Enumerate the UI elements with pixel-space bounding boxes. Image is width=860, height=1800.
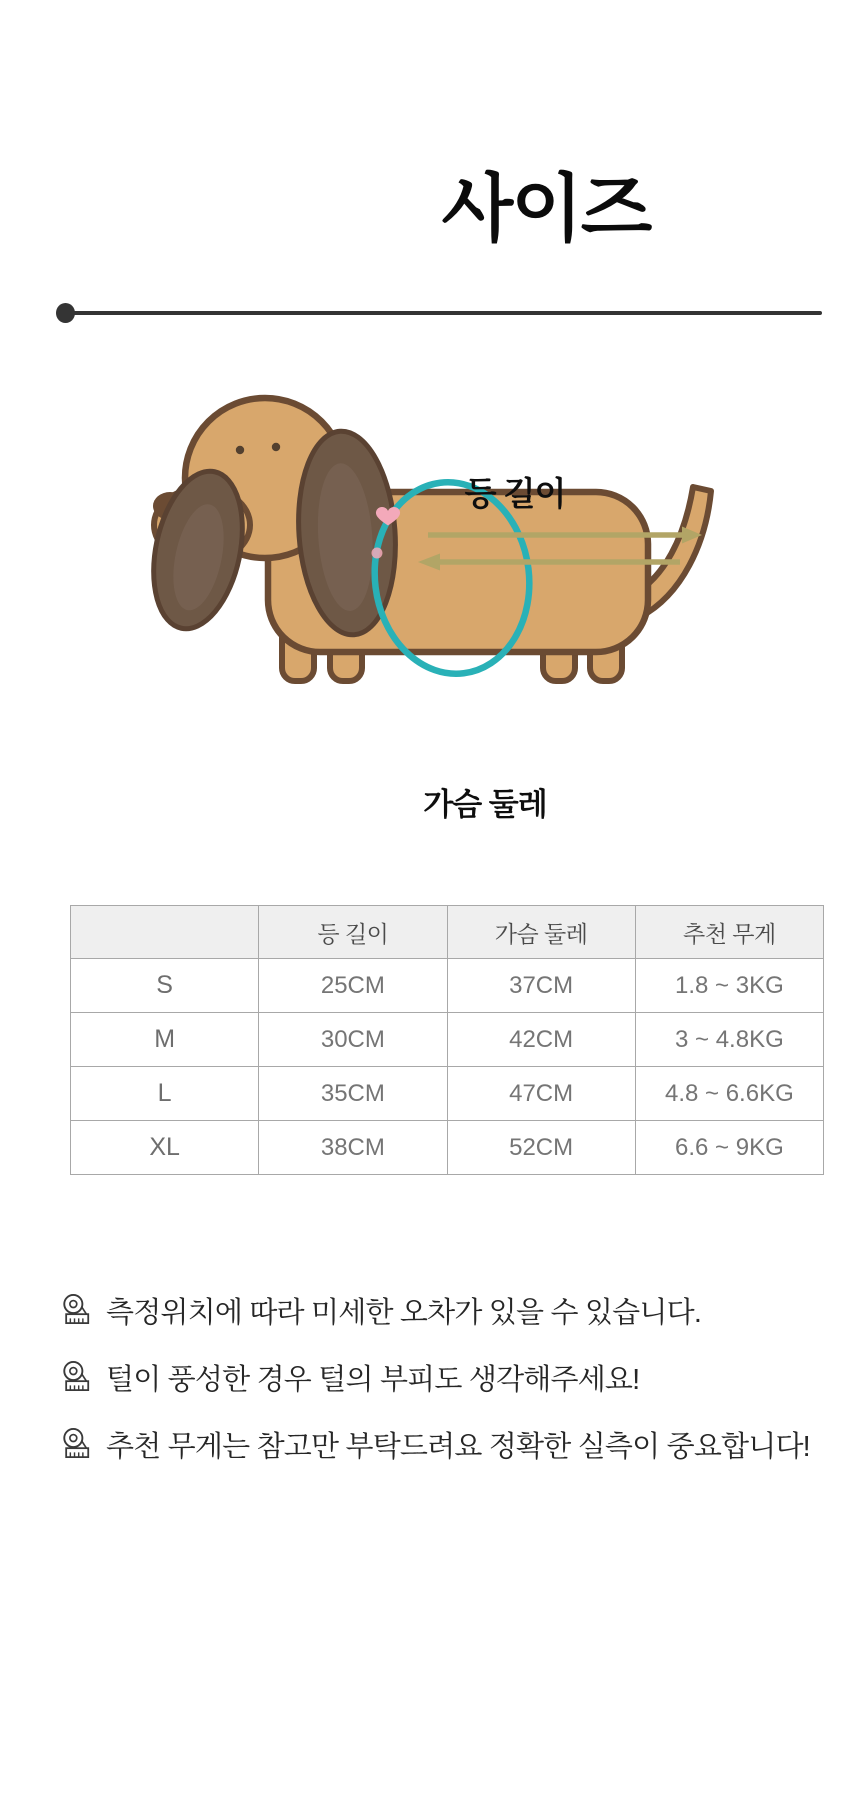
page-title: 사이즈 [441,167,651,250]
cell-back-length: 38CM [259,1121,447,1175]
header-back-length: 등 길이 [259,906,447,959]
chest-girth-label: 가슴 둘레 [423,787,547,822]
cell-weight: 6.6 ~ 9KG [635,1121,823,1175]
cell-chest: 52CM [447,1121,635,1175]
table-row-s [71,959,824,1013]
note-text: 추천 무게는 참고만 부탁드려요 정확한 실측이 중요합니다! [106,1430,810,1463]
cell-back-length: 30CM [259,1013,447,1067]
dog-eye-right [272,443,280,451]
header-chest-girth: 가슴 둘레 [447,906,635,959]
cell-weight: 4.8 ~ 6.6KG [635,1067,823,1121]
cell-size: XL [71,1121,259,1175]
cell-chest: 42CM [447,1013,635,1067]
notes-list [62,1290,810,1491]
dachshund-drawing [140,385,740,835]
heart-dot [372,548,383,559]
dog-illustration [140,385,740,835]
cell-back-length: 25CM [259,959,447,1013]
tape-measure-icon [62,1360,93,1394]
cell-weight: 3 ~ 4.8KG [635,1013,823,1067]
cell-chest: 37CM [447,959,635,1013]
tape-measure-icon [62,1427,93,1461]
note-item-3 [62,1424,810,1464]
back-length-label: 등 길이 [464,475,566,512]
cell-size: M [71,1013,259,1067]
cell-size: L [71,1067,259,1121]
note-item-1 [62,1290,802,1330]
tape-measure-icon [62,1293,93,1327]
table-row-xl [71,1121,824,1175]
note-item-2 [62,1357,802,1397]
table-row-l [71,1067,824,1121]
divider-line [66,311,822,315]
cell-chest: 47CM [447,1067,635,1121]
header-size [71,906,259,959]
cell-back-length: 35CM [259,1067,447,1121]
cell-weight: 1.8 ~ 3KG [635,959,823,1013]
dog-eye-left [236,446,244,454]
header-recommended-weight: 추천 무게 [635,906,823,959]
note-text: 털이 풍성한 경우 털의 부피도 생각해주세요! [106,1363,640,1396]
size-table-header-row [71,906,824,959]
table-row-m [71,1013,824,1067]
note-text: 측정위치에 따라 미세한 오차가 있을 수 있습니다. [106,1296,702,1329]
cell-size: S [71,959,259,1013]
size-table [70,905,824,1175]
